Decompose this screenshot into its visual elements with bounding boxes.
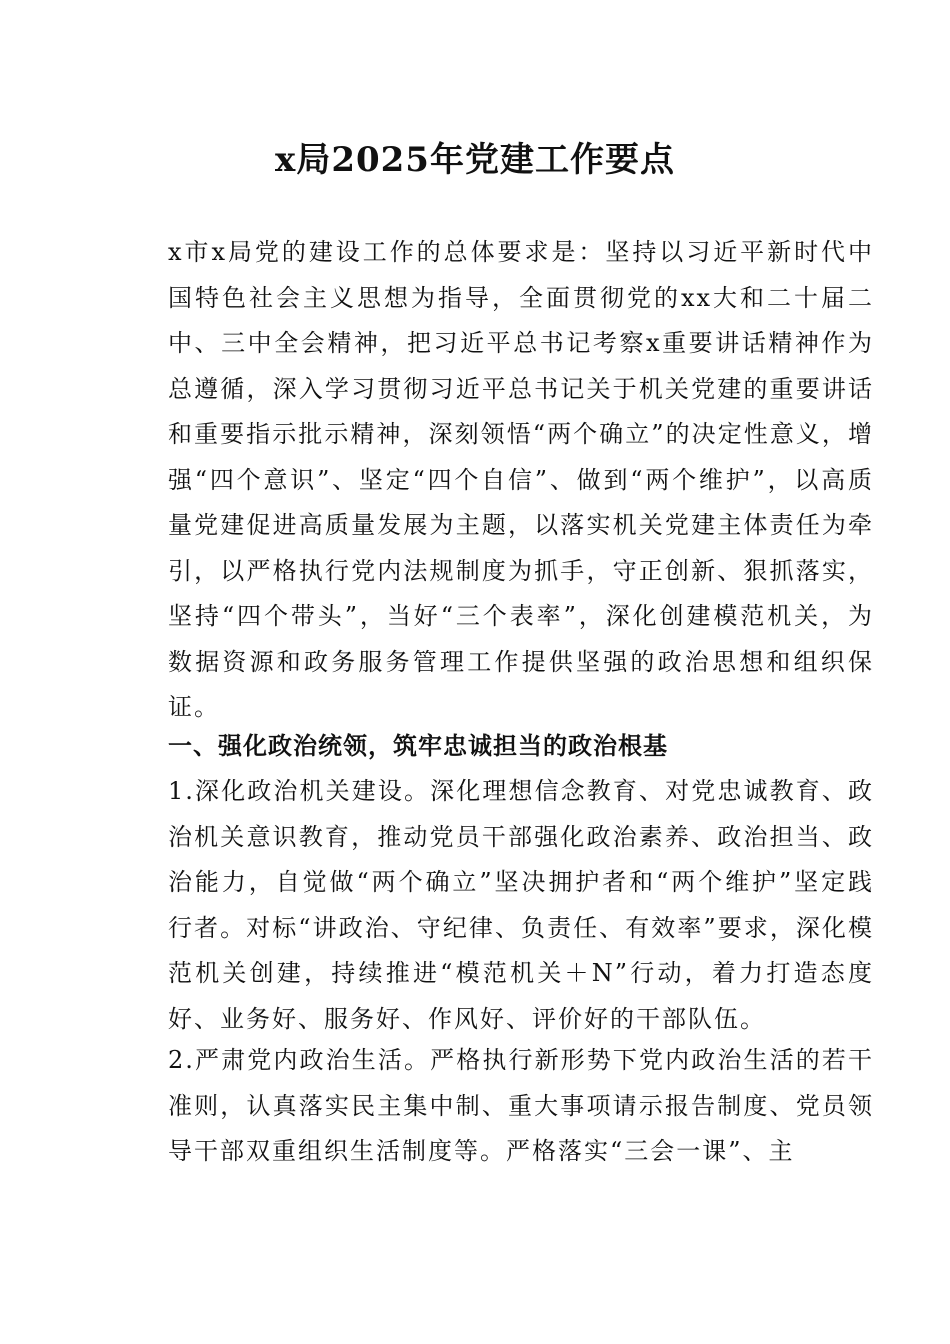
- item-paragraph-1: 1.深化政治机关建设。深化理想信念教育、对党忠诚教育、政治机关意识教育，推动党员干部强化政治素养、政治担当、政治能力，自觉做“两个确立”坚决拥护者和“两个维护”坚定践行者。对标“讲政治、守纪律、负责任、有效率”要求，深化模范机关创建，持续推进“模范机关＋N”行动，着力打造态度好、业务好、服务好、作风好、评价好的干部队伍。: [168, 777, 874, 1033]
- section-heading: 一、强化政治统领，筑牢忠诚担当的政治根基: [168, 732, 668, 760]
- document-title: x局2025年党建工作要点: [275, 140, 675, 180]
- item-paragraph-2: 2.严肃党内政治生活。严格执行新形势下党内政治生活的若干准则，认真落实民主集中制、重大事项请示报告制度、党员领导干部双重组织生活制度等。严格落实“三会一课”、主: [168, 1046, 874, 1165]
- intro-paragraph: x市x局党的建设工作的总体要求是：坚持以习近平新时代中国特色社会主义思想为指导，全面贯彻党的xx大和二十届二中、三中全会精神，把习近平总书记考察x重要讲话精神作为总遵循，深入学习贯彻习近平总书记关于机关党建的重要讲话和重要指示批示精神，深刻领悟“两个确立”的决定性意义，增强“四个意识”、坚定“四个自信”、做到“两个维护”，以高质量党建促进高质量发展为主题，以落实机关党建主体责任为牵引，以严格执行党内法规制度为抓手，守正创新、狠抓落实，坚持“四个带头”，当好“三个表率”，深化创建模范机关，为数据资源和政务服务管理工作提供坚强的政治思想和组织保证。: [168, 238, 874, 721]
